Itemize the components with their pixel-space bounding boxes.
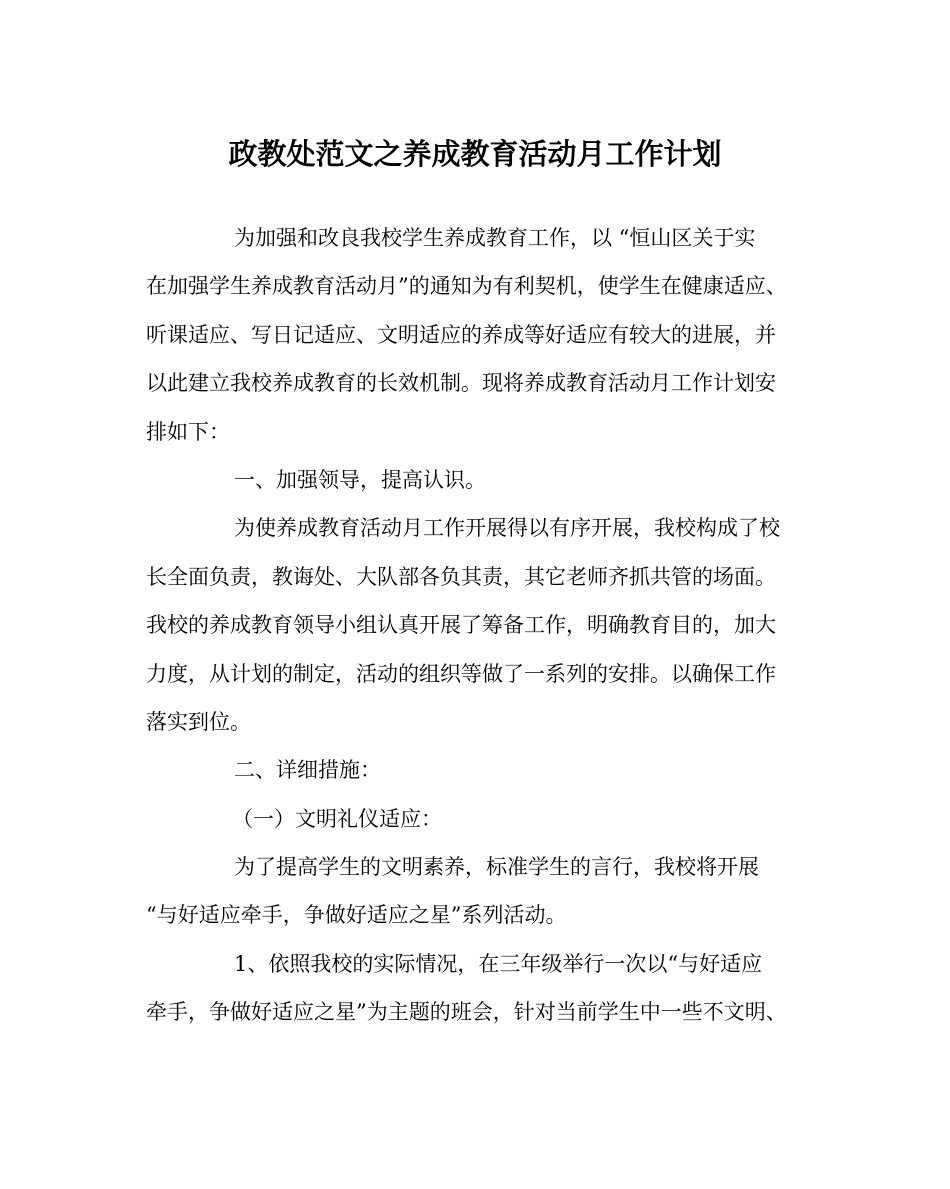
section-heading: 一、加强领导，提高认识。 <box>234 467 486 492</box>
paragraph-line: 落实到位。 <box>146 709 251 734</box>
paragraph-line: 排如下： <box>146 419 230 444</box>
paragraph-line: 为加强和改良我校学生养成教育工作，以 “恒山区关于实 <box>234 226 756 250</box>
paragraph-line: 为使养成教育活动月工作开展得以有序开展，我校构成了校 <box>234 516 780 541</box>
paragraph-line: 在加强学生养成教育活动月”的通知为有利契机，使学生在健康适应、 <box>146 274 787 299</box>
paragraph-line: “与好适应牵手，争做好适应之星”系列活动。 <box>146 903 567 928</box>
paragraph-line: 力度，从计划的制定，活动的组织等做了一系列的安排。以确保工作 <box>146 661 776 686</box>
list-item-line: 1、依照我校的实际情况，在三年级举行一次以“与好适应 <box>234 951 763 976</box>
paragraph-line: 听课适应、写日记适应、文明适应的养成等好适应有较大的进展，并 <box>146 322 776 347</box>
paragraph-line: 长全面负责，教诲处、大队部各负其责，其它老师齐抓共管的场面。 <box>146 564 776 589</box>
document-title: 政教处范文之养成教育活动月工作计划 <box>228 137 722 171</box>
document-body <box>146 214 816 1037</box>
paragraph-line: 为了提高学生的文明素养，标准学生的言行，我校将开展 <box>234 855 759 880</box>
section-heading: 二、详细措施： <box>234 758 381 783</box>
paragraph-line: 以此建立我校养成教育的长效机制。现将养成教育活动月工作计划安 <box>146 371 776 396</box>
subsection-heading: （一）文明礼仪适应： <box>232 806 442 831</box>
paragraph-line: 我校的养成教育领导小组认真开展了筹备工作，明确教育目的，加大 <box>146 613 776 638</box>
list-item-line: 牵手，争做好适应之星”为主题的班会，针对当前学生中一些不文明、 <box>146 1000 787 1025</box>
